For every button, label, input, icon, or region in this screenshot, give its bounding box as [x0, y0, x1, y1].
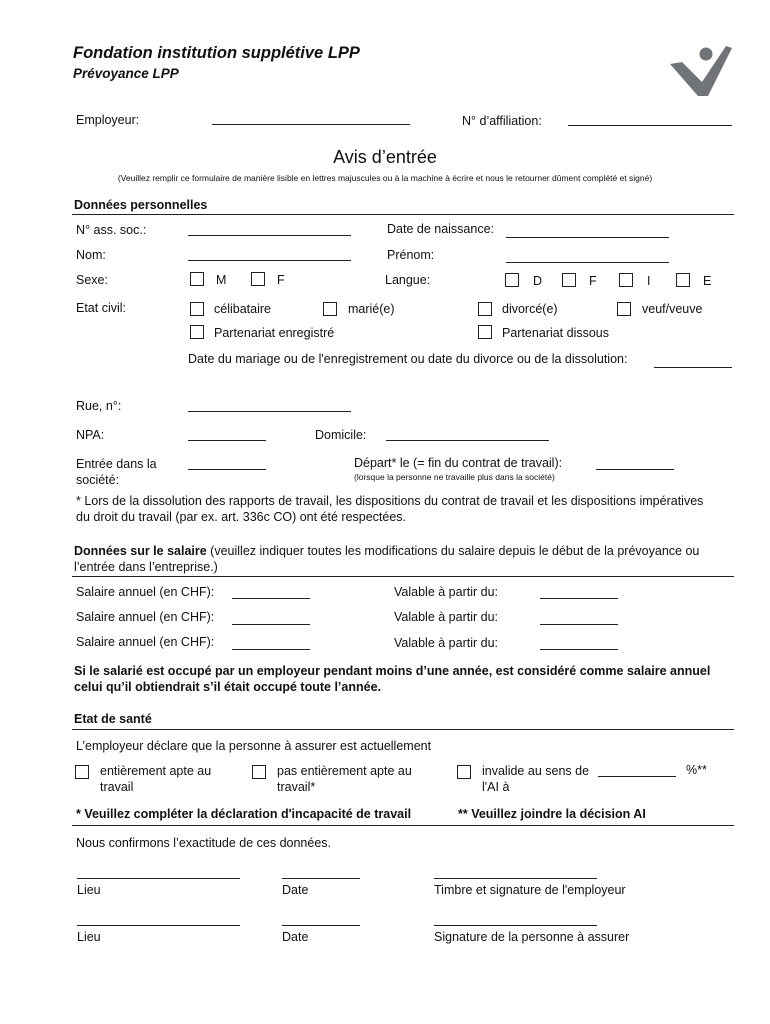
- divider: [72, 729, 734, 730]
- departure-note: (lorsque la personne ne travaille plus dans la société): [354, 472, 555, 482]
- fit-checkbox[interactable]: [75, 765, 89, 779]
- sex-m-label: M: [216, 273, 227, 287]
- health-declaration: L’employeur déclare que la personne à assurer est actuellement: [76, 739, 432, 753]
- employer-signature-field[interactable]: [434, 878, 597, 879]
- lang-i-label: I: [647, 274, 651, 288]
- percent-label: %**: [686, 763, 707, 777]
- name-label: Nom:: [76, 248, 106, 262]
- invalid-percent-field[interactable]: [598, 776, 676, 777]
- name-field[interactable]: [188, 260, 351, 261]
- date-label: Date: [282, 883, 309, 897]
- employer-field[interactable]: [212, 124, 410, 125]
- sex-f-label: F: [277, 273, 285, 287]
- widowed-checkbox[interactable]: [617, 302, 631, 316]
- partnership-registered-label: Partenariat enregistré: [214, 326, 335, 340]
- lang-f-label: F: [589, 274, 597, 288]
- fit-label-line2: travail: [100, 780, 134, 794]
- salary-field[interactable]: [232, 649, 310, 650]
- widowed-label: veuf/veuve: [642, 302, 703, 316]
- divorced-checkbox[interactable]: [478, 302, 492, 316]
- confirm-text: Nous confirmons l’exactitude de ces données.: [76, 836, 332, 850]
- language-label: Langue:: [385, 273, 431, 287]
- affiliation-label: N° d’affiliation:: [462, 114, 542, 128]
- lang-e-label: E: [703, 274, 712, 288]
- person-signature-field[interactable]: [434, 925, 597, 926]
- departure-label: Départ* le (= fin du contrat de travail):: [354, 456, 563, 470]
- divider: [72, 576, 734, 577]
- ai-decision-note: ** Veuillez joindre la décision AI: [458, 807, 646, 821]
- street-label: Rue, n°:: [76, 399, 122, 413]
- place-field[interactable]: [77, 878, 240, 879]
- salary-section-title: Données sur le salaire: [74, 544, 207, 558]
- invalid-checkbox[interactable]: [457, 765, 471, 779]
- married-label: marié(e): [348, 302, 395, 316]
- entry-label-line2: société:: [76, 473, 120, 487]
- sex-m-checkbox[interactable]: [190, 272, 204, 286]
- salary-valid-field[interactable]: [540, 598, 618, 599]
- lang-d-label: D: [533, 274, 543, 288]
- salary-field[interactable]: [232, 624, 310, 625]
- sex-f-checkbox[interactable]: [251, 272, 265, 286]
- fit-label-line1: entièrement apte au: [100, 764, 212, 778]
- firstname-label: Prénom:: [387, 248, 435, 262]
- personal-section-title: Données personnelles: [74, 198, 208, 212]
- ssn-label: N° ass. soc.:: [76, 223, 147, 237]
- married-checkbox[interactable]: [323, 302, 337, 316]
- salary-note: Si le salarié est occupé par un employeur pendant moins d’une année, est considéré comme salaire annuel celui qu’il obtiendrait s’il était occupé toute l’année.: [74, 664, 711, 694]
- street-field[interactable]: [188, 411, 351, 412]
- ssn-field[interactable]: [188, 235, 351, 236]
- place-label: Lieu: [77, 883, 101, 897]
- divider: [72, 825, 734, 826]
- marriage-date-label: Date du mariage ou de l'enregistrement ou date du divorce ou de la dissolution:: [188, 352, 628, 366]
- not-fit-label-line2: travail*: [277, 780, 316, 794]
- salary-section-header: [74, 543, 734, 575]
- single-checkbox[interactable]: [190, 302, 204, 316]
- incapacity-note: * Veuillez compléter la déclaration d'incapacité de travail: [76, 807, 412, 821]
- salary-valid-label: Valable à partir du:: [394, 585, 498, 599]
- domicile-field[interactable]: [386, 440, 549, 441]
- employer-label: Employeur:: [76, 113, 140, 127]
- lang-e-checkbox[interactable]: [676, 273, 690, 287]
- entry-date-field[interactable]: [188, 469, 266, 470]
- not-fit-label-line1: pas entièrement apte au: [277, 764, 412, 778]
- divider: [72, 214, 734, 215]
- salary-section-note: (veuillez indiquer toutes les modifications du salaire depuis le début de la prévoyance ou l’entrée dans l’entreprise.): [74, 544, 700, 574]
- firstname-field[interactable]: [506, 262, 669, 263]
- birthdate-field[interactable]: [506, 237, 669, 238]
- salary-valid-label: Valable à partir du:: [394, 610, 498, 624]
- lang-f-checkbox[interactable]: [562, 273, 576, 287]
- salary-valid-field[interactable]: [540, 624, 618, 625]
- salary-field[interactable]: [232, 598, 310, 599]
- partnership-dissolved-checkbox[interactable]: [478, 325, 492, 339]
- salary-label: Salaire annuel (en CHF):: [76, 610, 215, 624]
- lang-i-checkbox[interactable]: [619, 273, 633, 287]
- date-field[interactable]: [282, 925, 360, 926]
- affiliation-field[interactable]: [568, 125, 732, 126]
- place-field[interactable]: [77, 925, 240, 926]
- org-title: Fondation institution supplétive LPP: [73, 44, 360, 62]
- logo-icon: [668, 42, 734, 98]
- domicile-label: Domicile:: [315, 428, 367, 442]
- salary-label: Salaire annuel (en CHF):: [76, 585, 215, 599]
- divorced-label: divorcé(e): [502, 302, 558, 316]
- lang-d-checkbox[interactable]: [505, 273, 519, 287]
- health-section-title: Etat de santé: [74, 712, 152, 726]
- salary-label: Salaire annuel (en CHF):: [76, 635, 215, 649]
- entry-label-line1: Entrée dans la: [76, 457, 157, 471]
- birthdate-label: Date de naissance:: [387, 222, 495, 236]
- npa-label: NPA:: [76, 428, 105, 442]
- salary-valid-field[interactable]: [540, 649, 618, 650]
- departure-date-field[interactable]: [596, 469, 674, 470]
- sex-label: Sexe:: [76, 273, 108, 287]
- single-label: célibataire: [214, 302, 271, 316]
- place-label: Lieu: [77, 930, 101, 944]
- npa-field[interactable]: [188, 440, 266, 441]
- org-subtitle: Prévoyance LPP: [73, 66, 179, 81]
- civil-label: Etat civil:: [76, 301, 127, 315]
- invalid-label-line1: invalide au sens de: [482, 764, 590, 778]
- not-fit-checkbox[interactable]: [252, 765, 266, 779]
- person-signature-label: Signature de la personne à assurer: [434, 930, 630, 944]
- form-title: Avis d’entrée: [333, 147, 437, 167]
- date-label: Date: [282, 930, 309, 944]
- partnership-registered-checkbox[interactable]: [190, 325, 204, 339]
- form-instructions: (Veuillez remplir ce formulaire de manière lisible en lettres majuscules ou à la machine à écrire et nous le retourner dûment complété et signé): [117, 173, 653, 183]
- employer-signature-label: Timbre et signature de l'employeur: [434, 883, 626, 897]
- salary-valid-label: Valable à partir du:: [394, 636, 498, 650]
- partnership-dissolved-label: Partenariat dissous: [502, 326, 610, 340]
- invalid-label-line2: l'AI à: [482, 780, 510, 794]
- marriage-date-field[interactable]: [654, 367, 732, 368]
- termination-footnote: * Lors de la dissolution des rapports de travail, les dispositions du contrat de travail et les dispositions impératives du droit du travail (par ex. art. 336c CO) ont été respectées.: [76, 494, 704, 524]
- date-field[interactable]: [282, 878, 360, 879]
